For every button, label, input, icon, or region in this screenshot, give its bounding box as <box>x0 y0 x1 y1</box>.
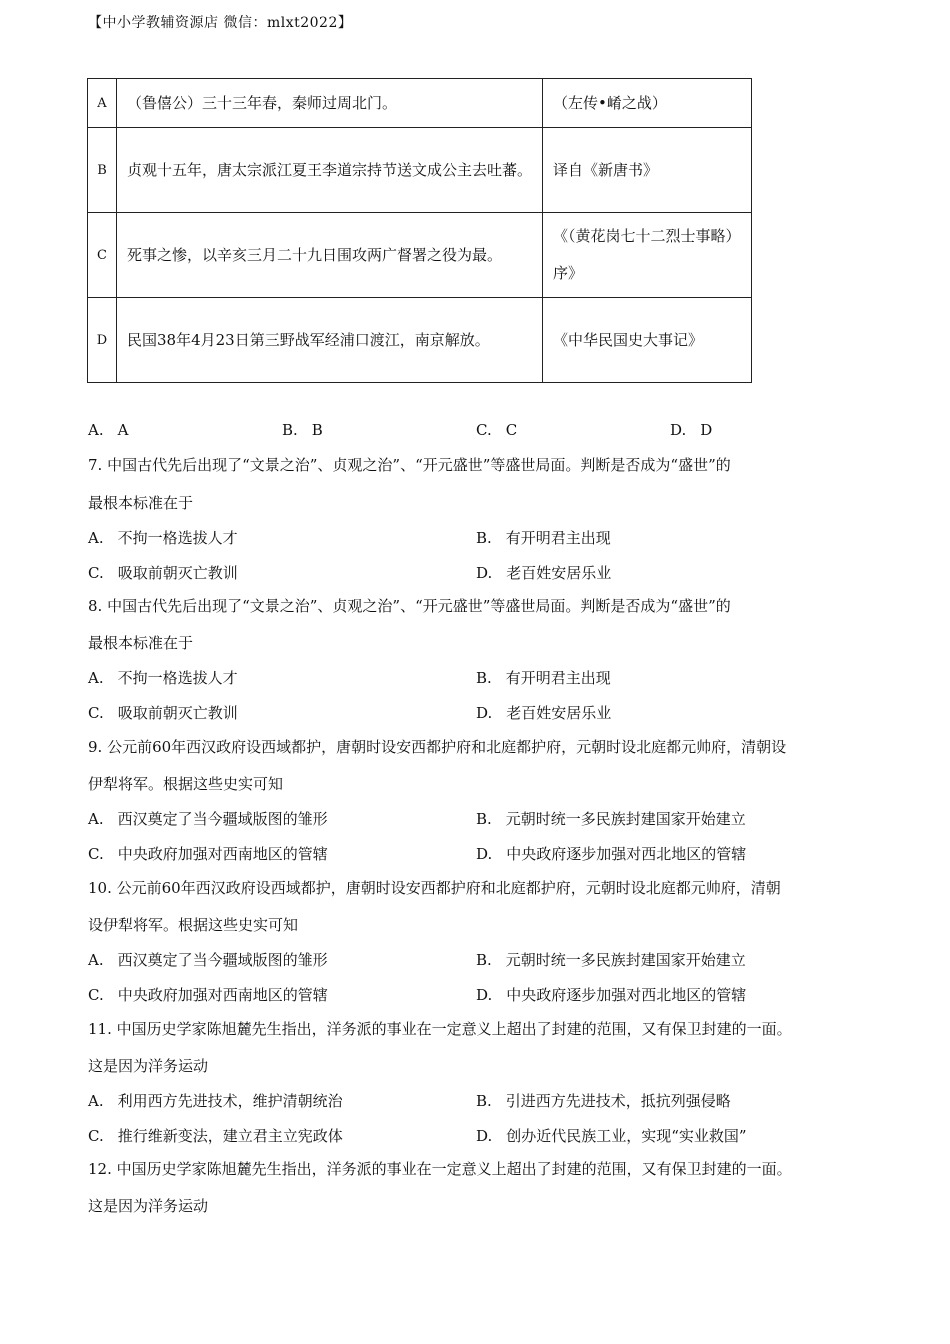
q11-option-c: C. 推行维新变法，建立君主立宪政体 <box>88 1127 343 1145</box>
q7-option-a: A. 不拘一格选拔人才 <box>88 529 238 547</box>
question-11-line-1: 11. 中国历史学家陈旭麓先生指出，洋务派的事业在一定意义上超出了封建的范围，又有保卫封建的一面。 <box>88 1020 792 1038</box>
q9-option-a: A. 西汉奠定了当今疆域版图的雏形 <box>88 810 328 828</box>
q9-option-d: D. 中央政府逐步加强对西北地区的管辖 <box>476 845 747 863</box>
question-9-line-2: 伊犁将军。根据这些史实可知 <box>88 775 284 793</box>
row-citation: 《（黄花岗七十二烈士事略）序》 <box>543 213 752 298</box>
table-row <box>88 79 752 128</box>
row-text: 死事之惨，以辛亥三月二十九日围攻两广督署之役为最。 <box>117 213 543 298</box>
row-citation: 译自《新唐书》 <box>543 128 752 213</box>
q10-option-a: A. 西汉奠定了当今疆域版图的雏形 <box>88 951 328 969</box>
q8-option-d: D. 老百姓安居乐业 <box>476 704 612 722</box>
row-text: （鲁僖公）三十三年春，秦师过周北门。 <box>117 79 543 128</box>
table-row <box>88 128 752 213</box>
row-letter: B <box>88 128 117 213</box>
table-row <box>88 298 752 383</box>
q8-option-c: C. 吸取前朝灭亡教训 <box>88 704 238 722</box>
row-letter: C <box>88 213 117 298</box>
q6-option-d: D. D <box>670 421 713 439</box>
row-text: 贞观十五年，唐太宗派江夏王李道宗持节送文成公主去吐蕃。 <box>117 128 543 213</box>
question-8-line-2: 最根本标准在于 <box>88 634 194 652</box>
q6-option-a: A. A <box>88 421 129 439</box>
q10-option-d: D. 中央政府逐步加强对西北地区的管辖 <box>476 986 747 1004</box>
question-11-line-2: 这是因为洋务运动 <box>88 1057 209 1075</box>
row-letter: A <box>88 79 117 128</box>
source-table <box>87 78 752 383</box>
question-7-line-1: 7. 中国古代先后出现了“文景之治”、贞观之治”、“开元盛世”等盛世局面。判断是否成为“盛世”的 <box>88 456 731 474</box>
question-7-line-2: 最根本标准在于 <box>88 494 194 512</box>
q7-option-c: C. 吸取前朝灭亡教训 <box>88 564 238 582</box>
q11-option-b: B. 引进西方先进技术，抵抗列强侵略 <box>476 1092 731 1110</box>
q11-option-a: A. 利用西方先进技术，维护清朝统治 <box>88 1092 343 1110</box>
header-watermark: 【中小学教辅资源店 微信：mlxt2022】 <box>88 15 353 31</box>
q9-option-b: B. 元朝时统一多民族封建国家开始建立 <box>476 810 746 828</box>
q8-option-b: B. 有开明君主出现 <box>476 669 611 687</box>
question-10-line-1: 10. 公元前60年西汉政府设西域都护，唐朝时设安西都护府和北庭都护府，元朝时设北庭都元帅府，清朝 <box>88 879 781 897</box>
row-letter: D <box>88 298 117 383</box>
q7-option-d: D. 老百姓安居乐业 <box>476 564 612 582</box>
question-12-line-2: 这是因为洋务运动 <box>88 1197 209 1215</box>
question-9-line-1: 9. 公元前60年西汉政府设西域都护，唐朝时设安西都护府和北庭都护府，元朝时设北庭都元帅府，清朝设 <box>88 738 787 756</box>
question-10-line-2: 设伊犁将军。根据这些史实可知 <box>88 916 299 934</box>
question-12-line-1: 12. 中国历史学家陈旭麓先生指出，洋务派的事业在一定意义上超出了封建的范围，又有保卫封建的一面。 <box>88 1160 792 1178</box>
question-8-line-1: 8. 中国古代先后出现了“文景之治”、贞观之治”、“开元盛世”等盛世局面。判断是否成为“盛世”的 <box>88 597 731 615</box>
q10-option-c: C. 中央政府加强对西南地区的管辖 <box>88 986 328 1004</box>
q7-option-b: B. 有开明君主出现 <box>476 529 611 547</box>
q6-option-b: B. B <box>282 421 323 439</box>
q9-option-c: C. 中央政府加强对西南地区的管辖 <box>88 845 328 863</box>
q10-option-b: B. 元朝时统一多民族封建国家开始建立 <box>476 951 746 969</box>
row-citation: 《中华民国史大事记》 <box>543 298 752 383</box>
q11-option-d: D. 创办近代民族工业，实现“实业救国” <box>476 1127 747 1145</box>
table-row <box>88 213 752 298</box>
row-citation: （左传•崤之战） <box>543 79 752 128</box>
q6-option-c: C. C <box>476 421 518 439</box>
q8-option-a: A. 不拘一格选拔人才 <box>88 669 238 687</box>
row-text: 民国38年4月23日第三野战军经浦口渡江，南京解放。 <box>117 298 543 383</box>
